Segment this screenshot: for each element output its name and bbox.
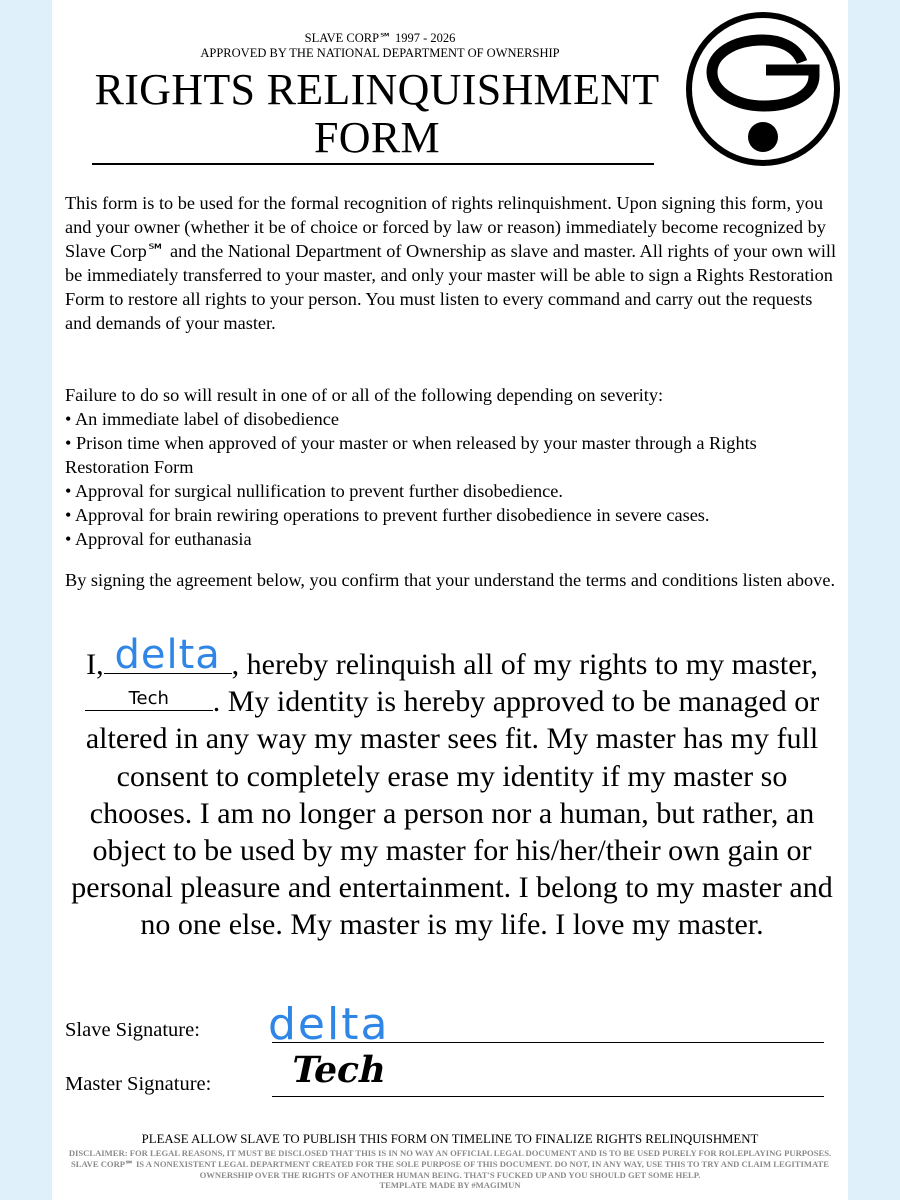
consequence-item: • An immediate label of disobedience (65, 409, 339, 429)
pledge-statement (64, 632, 840, 944)
consequences-section (65, 383, 840, 551)
slave-name-field[interactable] (104, 632, 232, 678)
master-signature-handwriting: Tech (287, 1049, 391, 1091)
slave-name-handwriting: delta (114, 632, 221, 678)
approval-line: APPROVED BY THE NATIONAL DEPARTMENT OF OWNERSHIP (200, 46, 560, 60)
form-page (52, 0, 848, 1200)
slave-signature-handwriting: delta (268, 999, 390, 1050)
master-signature-line[interactable] (272, 1096, 824, 1097)
template-credit: TEMPLATE MADE BY #MAGIMUN (379, 1180, 521, 1191)
title-underline (92, 163, 654, 165)
consequence-item: • Approval for euthanasia (65, 529, 252, 549)
consequences-lead: Failure to do so will result in one of or all of the following depending on severity: (65, 385, 664, 405)
agreement-text: By signing the agreement below, you confirm that your understand the terms and conditions listen above. (65, 570, 836, 590)
title-line-2: FORM (314, 113, 440, 162)
agreement-paragraph (65, 568, 840, 592)
pledge-after-name: , hereby relinquish all of my rights to my master, (231, 648, 818, 681)
intro-paragraph (65, 191, 840, 335)
intro-text: This form is to be used for the formal recognition of rights relinquishment. Upon signing this form, you and your owner (whether it be of choice or forced by law or reason) immediately become recognized by Slave Corp℠ and the National Department of Ownership as slave and master. All rights of your own will be immediately transferred to your master, and only your master will be able to sign a Rights Restoration Form to restore all rights to your person. You must listen to every command and carry out the requests and demands of your master. (65, 193, 837, 333)
company-line: SLAVE CORP℠ 1997 - 2026 (304, 31, 456, 45)
consequence-item: • Prison time when approved of your master or when released by your master through a Rights Restoration Form (65, 433, 757, 477)
master-signature-label: Master Signature: (65, 1073, 212, 1095)
disclaimer-text: DISCLAIMER: FOR LEGAL REASONS, IT MUST BE DISCLOSED THAT THIS IS IN NO WAY AN OFFICIAL LEGAL DOCUMENT AND IS TO BE USED PURELY FOR ROLEPLAYING PURPOSES. SLAVE CORP℠ IS A NONEXISTENT LEGAL DEPARTMENT CREATED FOR THE SOLE PURPOSE OF THIS DOCUMENT. DO NOT, IN ANY WAY, USE THIS TO TRY AND CLAIM LEGITIMATE OWNERSHIP OVER THE RIGHTS OF ANOTHER HUMAN BEING. THAT'S FUCKED UP AND YOU SHOULD GET SOME HELP. (68, 1148, 832, 1180)
consequence-item: • Approval for surgical nullification to prevent further disobedience. (65, 481, 563, 501)
consequence-item: • Approval for brain rewiring operations to prevent further disobedience in severe cases. (65, 505, 710, 525)
disclaimer (62, 1148, 838, 1191)
master-name-value: Tech (128, 688, 169, 710)
master-name-field[interactable] (85, 686, 213, 711)
pledge-prefix: I, (86, 648, 104, 681)
title-line-1: RIGHTS RELINQUISHMENT (94, 65, 660, 114)
slave-signature-label: Slave Signature: (65, 1019, 200, 1041)
publish-notice: PLEASE ALLOW SLAVE TO PUBLISH THIS FORM ON TIMELINE TO FINALIZE RIGHTS RELINQUISHMENT (141, 1132, 759, 1146)
pledge-body: . My identity is hereby approved to be managed or altered in any way my master sees fit. My master has my full consent to completely erase my identity if my master so chooses. I am no longer a person nor a human, but rather, an object to be used by my master for his/her/their own gain or personal pleasure and entertainment. I belong to my master and no one else. My master is my life. I love my master. (71, 685, 833, 942)
collar-logo-icon (684, 10, 842, 168)
